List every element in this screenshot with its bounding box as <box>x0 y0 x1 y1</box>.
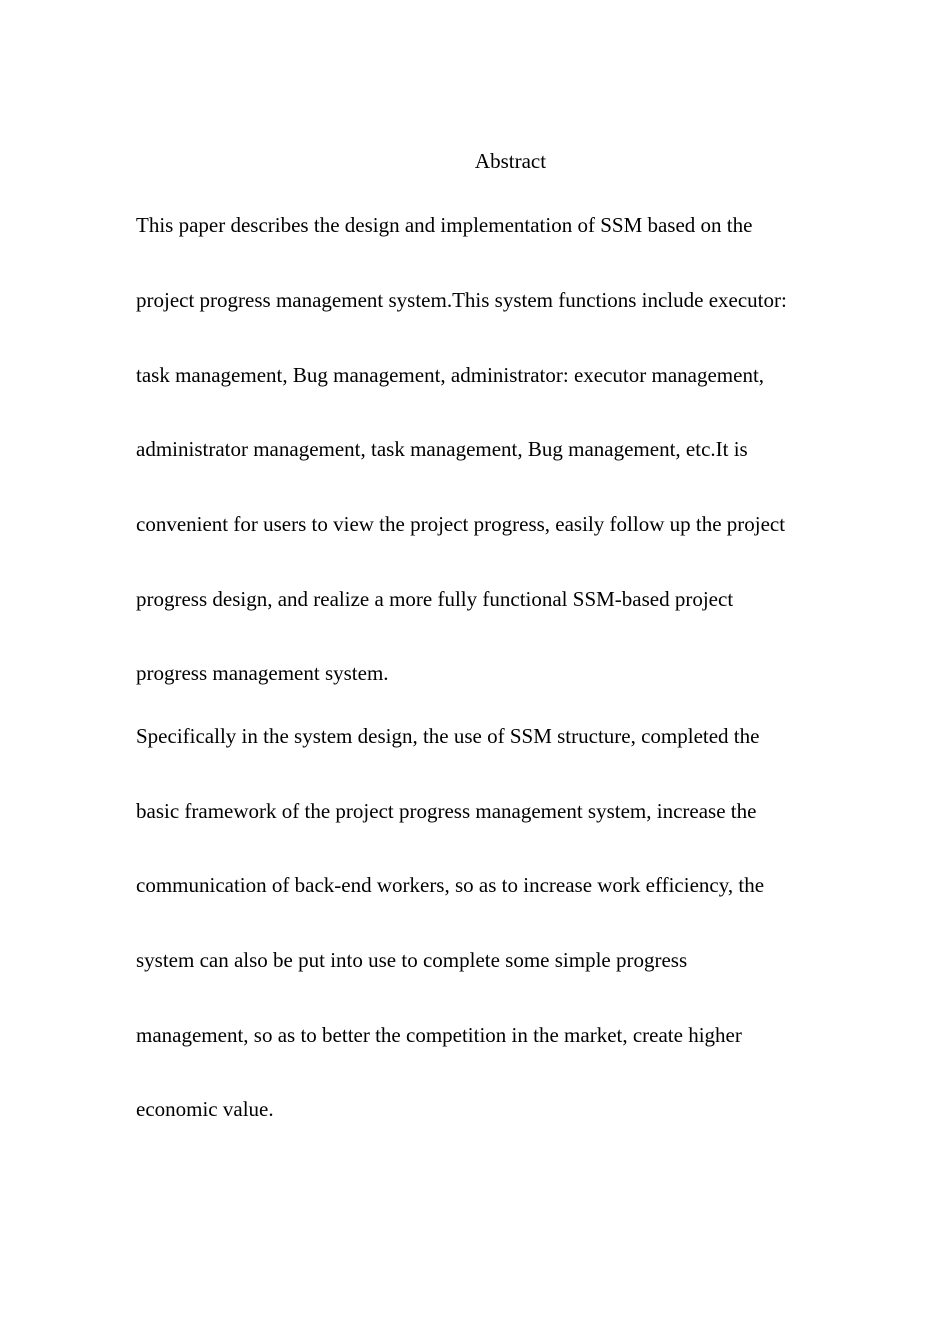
paragraph-line: communication of back-end workers, so as to increase work efficiency, the <box>136 873 765 897</box>
paragraph-line: This paper describes the design and implementation of SSM based on the <box>136 213 753 237</box>
paragraph-line: task management, Bug management, administrator: executor management, <box>136 363 765 387</box>
paragraph-line: administrator management, task management, Bug management, etc.It is <box>136 437 748 461</box>
paragraph-line: basic framework of the project progress management system, increase the <box>136 799 757 823</box>
paragraph-line: Specifically in the system design, the use of SSM structure, completed the <box>136 724 760 748</box>
paragraph-line: economic value. <box>136 1097 274 1121</box>
paragraph-line: convenient for users to view the project progress, easily follow up the project <box>136 512 786 536</box>
paragraph-line: management, so as to better the competition in the market, create higher <box>136 1023 742 1047</box>
abstract-title: Abstract <box>474 149 547 173</box>
paragraph-line: system can also be put into use to complete some simple progress <box>136 948 688 972</box>
paragraph-line: progress design, and realize a more fully functional SSM-based project <box>136 587 734 611</box>
paragraph-line: progress management system. <box>136 661 389 685</box>
paragraph-line: project progress management system.This system functions include executor: <box>136 288 787 312</box>
